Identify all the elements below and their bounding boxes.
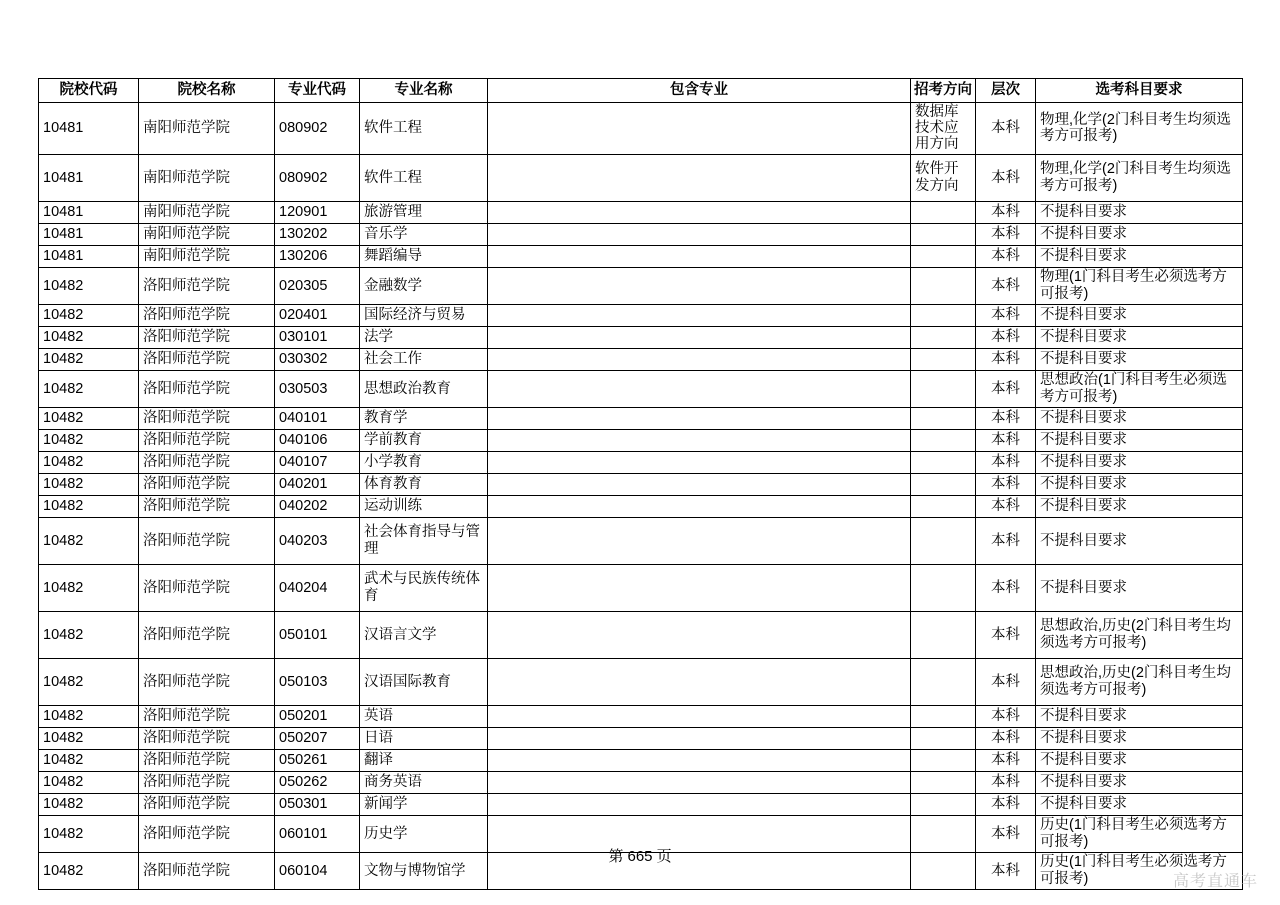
cell-school-code: 10482 [39,348,139,370]
cell-major-name: 商务英语 [360,771,488,793]
cell-level: 本科 [976,370,1036,407]
cell-major-name: 翻译 [360,749,488,771]
cell-requirement: 不提科目要求 [1036,793,1243,815]
cell-school-name: 洛阳师范学院 [139,852,275,889]
cell-major-code: 030101 [275,326,360,348]
cell-requirement: 不提科目要求 [1036,495,1243,517]
cell-school-name: 洛阳师范学院 [139,705,275,727]
cell-level: 本科 [976,429,1036,451]
column-header-school-code: 院校代码 [39,79,139,103]
watermark-label: 高考直通车 [1172,873,1258,890]
cell-school-name: 洛阳师范学院 [139,429,275,451]
cell-school-code: 10482 [39,564,139,611]
cell-major-name: 旅游管理 [360,201,488,223]
cell-direction [911,727,976,749]
cell-included-majors [488,517,911,564]
cell-school-code: 10482 [39,749,139,771]
table-header [39,79,1243,103]
column-header-major-code: 专业代码 [275,79,360,103]
table-row [39,705,1243,727]
table-row [39,348,1243,370]
cell-level: 本科 [976,517,1036,564]
cell-included-majors [488,326,911,348]
cell-direction [911,267,976,304]
cell-direction [911,705,976,727]
cell-requirement: 不提科目要求 [1036,517,1243,564]
cell-school-name: 洛阳师范学院 [139,495,275,517]
cell-major-name: 小学教育 [360,451,488,473]
cell-school-name: 洛阳师范学院 [139,727,275,749]
cell-included-majors [488,245,911,267]
cell-school-name: 洛阳师范学院 [139,267,275,304]
cell-included-majors [488,771,911,793]
cell-major-code: 040106 [275,429,360,451]
column-header-requirement: 选考科目要求 [1036,79,1243,103]
cell-direction [911,407,976,429]
cell-school-code: 10481 [39,154,139,201]
cell-school-code: 10482 [39,611,139,658]
cell-major-code: 040107 [275,451,360,473]
cell-included-majors [488,473,911,495]
cell-direction [911,658,976,705]
cell-level: 本科 [976,304,1036,326]
cell-school-code: 10482 [39,370,139,407]
cell-included-majors [488,451,911,473]
cell-included-majors [488,727,911,749]
cell-included-majors [488,429,911,451]
cell-included-majors [488,611,911,658]
cell-level: 本科 [976,407,1036,429]
cell-level: 本科 [976,749,1036,771]
cell-school-code: 10482 [39,815,139,852]
table-row [39,267,1243,304]
cell-school-code: 10481 [39,103,139,155]
cell-included-majors [488,749,911,771]
cell-direction: 数据库技术应用方向 [911,103,976,155]
cell-major-name: 社会体育指导与管理 [360,517,488,564]
cell-school-code: 10482 [39,451,139,473]
cell-direction [911,429,976,451]
cell-major-code: 040201 [275,473,360,495]
cell-school-code: 10482 [39,852,139,889]
cell-major-name: 体育教育 [360,473,488,495]
cell-major-code: 060104 [275,852,360,889]
cell-major-name: 汉语言文学 [360,611,488,658]
table-row [39,429,1243,451]
cell-requirement: 不提科目要求 [1036,749,1243,771]
cell-included-majors [488,304,911,326]
cell-included-majors [488,705,911,727]
cell-included-majors [488,348,911,370]
cell-major-code: 050301 [275,793,360,815]
table-row [39,495,1243,517]
cell-school-name: 洛阳师范学院 [139,771,275,793]
cell-school-name: 南阳师范学院 [139,154,275,201]
cell-major-code: 050101 [275,611,360,658]
cell-school-code: 10482 [39,517,139,564]
table-row [39,103,1243,155]
cell-requirement: 不提科目要求 [1036,771,1243,793]
cell-school-name: 洛阳师范学院 [139,564,275,611]
cell-included-majors [488,564,911,611]
cell-requirement: 不提科目要求 [1036,223,1243,245]
cell-level: 本科 [976,348,1036,370]
cell-major-code: 060101 [275,815,360,852]
table-header-row [39,79,1243,103]
cell-requirement: 不提科目要求 [1036,727,1243,749]
page-number: 第 665 页 [608,848,672,865]
cell-requirement: 不提科目要求 [1036,245,1243,267]
major-table [38,78,1243,890]
table-body [39,103,1243,890]
cell-school-name: 洛阳师范学院 [139,348,275,370]
cell-requirement: 不提科目要求 [1036,564,1243,611]
table-row [39,201,1243,223]
cell-direction [911,201,976,223]
cell-school-name: 洛阳师范学院 [139,658,275,705]
cell-major-name: 软件工程 [360,103,488,155]
table-row [39,749,1243,771]
cell-direction [911,793,976,815]
cell-level: 本科 [976,705,1036,727]
cell-requirement: 历史(1门科目考生必须选考方可报考) [1036,815,1243,852]
cell-direction [911,749,976,771]
table-row [39,727,1243,749]
cell-level: 本科 [976,103,1036,155]
cell-school-name: 洛阳师范学院 [139,611,275,658]
major-table-container [38,78,1242,890]
cell-school-code: 10482 [39,326,139,348]
cell-included-majors [488,223,911,245]
cell-major-name: 汉语国际教育 [360,658,488,705]
cell-level: 本科 [976,771,1036,793]
table-row [39,564,1243,611]
cell-school-name: 洛阳师范学院 [139,451,275,473]
table-row [39,370,1243,407]
cell-level: 本科 [976,727,1036,749]
cell-school-code: 10482 [39,771,139,793]
cell-level: 本科 [976,815,1036,852]
table-row [39,771,1243,793]
cell-included-majors [488,407,911,429]
column-header-direction: 招考方向 [911,79,976,103]
cell-level: 本科 [976,658,1036,705]
cell-school-name: 洛阳师范学院 [139,370,275,407]
cell-level: 本科 [976,451,1036,473]
cell-level: 本科 [976,154,1036,201]
cell-level: 本科 [976,473,1036,495]
cell-major-code: 080902 [275,154,360,201]
cell-major-code: 040203 [275,517,360,564]
cell-school-code: 10482 [39,658,139,705]
cell-requirement: 思想政治,历史(2门科目考生均须选考方可报考) [1036,658,1243,705]
cell-direction [911,223,976,245]
cell-requirement: 不提科目要求 [1036,201,1243,223]
cell-included-majors [488,495,911,517]
cell-level: 本科 [976,245,1036,267]
cell-requirement: 物理(1门科目考生必须选考方可报考) [1036,267,1243,304]
cell-direction: 软件开发方向 [911,154,976,201]
cell-requirement: 不提科目要求 [1036,326,1243,348]
table-row [39,793,1243,815]
cell-included-majors [488,154,911,201]
cell-major-name: 法学 [360,326,488,348]
cell-level: 本科 [976,267,1036,304]
cell-requirement: 不提科目要求 [1036,304,1243,326]
cell-requirement: 思想政治(1门科目考生必须选考方可报考) [1036,370,1243,407]
cell-direction [911,473,976,495]
cell-major-code: 080902 [275,103,360,155]
cell-major-code: 130206 [275,245,360,267]
table-row [39,658,1243,705]
cell-major-name: 思想政治教育 [360,370,488,407]
cell-major-code: 050261 [275,749,360,771]
cell-major-name: 英语 [360,705,488,727]
cell-school-name: 洛阳师范学院 [139,517,275,564]
cell-school-name: 洛阳师范学院 [139,407,275,429]
cell-school-name: 南阳师范学院 [139,103,275,155]
cell-major-name: 学前教育 [360,429,488,451]
cell-direction [911,495,976,517]
table-row [39,223,1243,245]
cell-major-code: 050201 [275,705,360,727]
cell-requirement: 历史(1门科目考生必须选考方可报考) [1036,852,1243,889]
cell-level: 本科 [976,223,1036,245]
column-header-level: 层次 [976,79,1036,103]
cell-school-code: 10482 [39,705,139,727]
cell-school-name: 洛阳师范学院 [139,793,275,815]
table-row [39,407,1243,429]
cell-school-code: 10482 [39,304,139,326]
cell-major-name: 新闻学 [360,793,488,815]
table-row [39,326,1243,348]
cell-major-name: 武术与民族传统体育 [360,564,488,611]
cell-major-code: 020401 [275,304,360,326]
cell-major-code: 030302 [275,348,360,370]
cell-school-code: 10481 [39,245,139,267]
cell-major-code: 050262 [275,771,360,793]
cell-major-code: 040202 [275,495,360,517]
cell-requirement: 不提科目要求 [1036,451,1243,473]
cell-requirement: 物理,化学(2门科目考生均须选考方可报考) [1036,154,1243,201]
table-row [39,451,1243,473]
cell-school-code: 10481 [39,201,139,223]
cell-requirement: 物理,化学(2门科目考生均须选考方可报考) [1036,103,1243,155]
table-row [39,473,1243,495]
table-row [39,304,1243,326]
cell-major-name: 音乐学 [360,223,488,245]
cell-school-code: 10481 [39,223,139,245]
cell-direction [911,304,976,326]
cell-school-name: 南阳师范学院 [139,223,275,245]
cell-major-code: 120901 [275,201,360,223]
cell-included-majors [488,658,911,705]
cell-major-name: 文物与博物馆学 [360,852,488,889]
cell-included-majors [488,793,911,815]
cell-major-code: 050207 [275,727,360,749]
cell-direction [911,326,976,348]
cell-school-code: 10482 [39,267,139,304]
cell-direction [911,564,976,611]
cell-school-code: 10482 [39,407,139,429]
cell-level: 本科 [976,793,1036,815]
cell-school-code: 10482 [39,793,139,815]
cell-school-name: 洛阳师范学院 [139,473,275,495]
cell-direction [911,348,976,370]
cell-major-code: 040204 [275,564,360,611]
cell-included-majors [488,267,911,304]
cell-school-name: 洛阳师范学院 [139,304,275,326]
cell-direction [911,771,976,793]
cell-direction [911,517,976,564]
cell-included-majors [488,201,911,223]
cell-school-code: 10482 [39,473,139,495]
cell-major-name: 运动训练 [360,495,488,517]
cell-major-code: 020305 [275,267,360,304]
cell-level: 本科 [976,564,1036,611]
cell-school-name: 南阳师范学院 [139,201,275,223]
cell-requirement: 不提科目要求 [1036,705,1243,727]
cell-major-name: 日语 [360,727,488,749]
cell-direction [911,245,976,267]
cell-direction [911,370,976,407]
cell-included-majors [488,103,911,155]
cell-major-code: 040101 [275,407,360,429]
cell-requirement: 不提科目要求 [1036,429,1243,451]
cell-major-name: 教育学 [360,407,488,429]
cell-direction [911,611,976,658]
cell-school-code: 10482 [39,429,139,451]
cell-requirement: 不提科目要求 [1036,407,1243,429]
cell-major-code: 030503 [275,370,360,407]
column-header-major-name: 专业名称 [360,79,488,103]
column-header-school-name: 院校名称 [139,79,275,103]
cell-level: 本科 [976,611,1036,658]
cell-major-code: 130202 [275,223,360,245]
cell-school-name: 洛阳师范学院 [139,815,275,852]
cell-level: 本科 [976,495,1036,517]
cell-major-name: 金融数学 [360,267,488,304]
cell-major-name: 历史学 [360,815,488,852]
cell-school-code: 10482 [39,495,139,517]
cell-level: 本科 [976,201,1036,223]
table-row [39,154,1243,201]
cell-included-majors [488,370,911,407]
cell-level: 本科 [976,852,1036,889]
cell-school-code: 10482 [39,727,139,749]
cell-major-code: 050103 [275,658,360,705]
table-row [39,245,1243,267]
cell-major-name: 舞蹈编导 [360,245,488,267]
cell-school-name: 洛阳师范学院 [139,749,275,771]
cell-direction [911,451,976,473]
cell-major-name: 软件工程 [360,154,488,201]
cell-major-name: 社会工作 [360,348,488,370]
cell-requirement: 思想政治,历史(2门科目考生均须选考方可报考) [1036,611,1243,658]
cell-requirement: 不提科目要求 [1036,348,1243,370]
cell-school-name: 洛阳师范学院 [139,326,275,348]
column-header-included-majors: 包含专业 [488,79,911,103]
cell-level: 本科 [976,326,1036,348]
cell-school-name: 南阳师范学院 [139,245,275,267]
cell-requirement: 不提科目要求 [1036,473,1243,495]
table-row [39,611,1243,658]
table-row [39,517,1243,564]
cell-major-name: 国际经济与贸易 [360,304,488,326]
